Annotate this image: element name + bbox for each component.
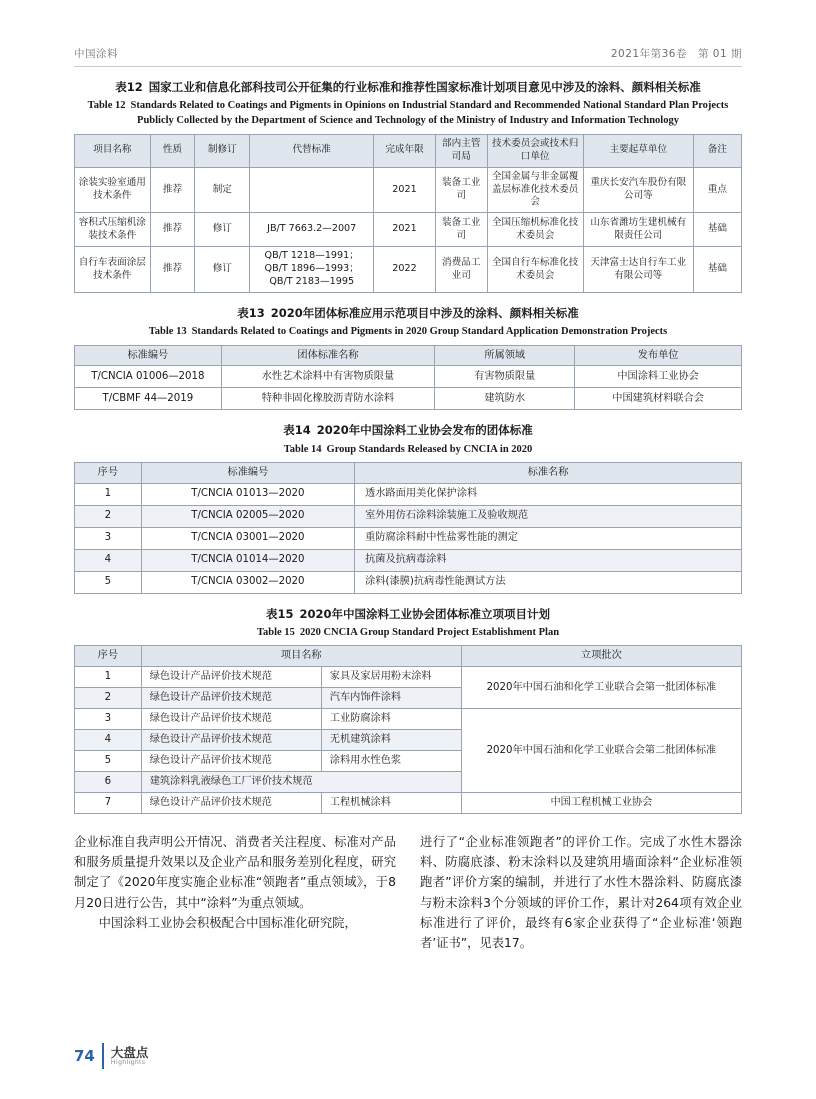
table-row — [75, 247, 742, 293]
table-header-row — [75, 646, 742, 667]
cell: 绿色设计产品评价技术规范 — [141, 666, 321, 687]
cell: T/CNCIA 01013—2020 — [141, 483, 354, 505]
table-row — [75, 366, 742, 388]
table12-caption-en-title: Standards Related to Coatings and Pigments in Opinions on Industrial Standard and Recommended National Standard Plan Projects Publicly Collected by the Department of Science and Technology of the Ministry of Industry and Information Technology — [130, 100, 729, 127]
table-row — [75, 527, 742, 549]
table12-col-2: 制修订 — [195, 134, 250, 167]
table13-caption-cn-title: 2020年团体标准应用示范项目中涉及的涂料、颜料相关标准 — [270, 306, 579, 321]
cell: 涂料用水性色浆 — [321, 750, 461, 771]
cell: T/CNCIA 02005—2020 — [141, 505, 354, 527]
cell: 汽车内饰件涂料 — [321, 687, 461, 708]
table15-caption-cn-label: 表15 — [265, 606, 294, 621]
cell: 特种非固化橡胶沥青防水涂料 — [221, 388, 434, 410]
cell: 绿色设计产品评价技术规范 — [141, 708, 321, 729]
table-row — [75, 505, 742, 527]
body-paragraph-1: 企业标准自我声明公开情况、消费者关注程度、标准对产品和服务质量提升效果以及企业产品和服务差别化程度，研究制定了《2020年度实施企业标准“领跑者”重点领域》，于8月20日进行公告，其中“涂料”为重点领域。 — [74, 834, 396, 910]
table13 — [74, 345, 742, 411]
table-row — [75, 483, 742, 505]
footer-divider — [102, 1043, 104, 1069]
cell: 抗菌及抗病毒涂料 — [355, 549, 742, 571]
footer-label-en: Highlights — [110, 1059, 146, 1067]
cell: 重点 — [693, 167, 741, 213]
cell: 中国建筑材料联合会 — [575, 388, 742, 410]
table15-caption-cn — [74, 606, 742, 623]
cell: 消费品工业司 — [435, 247, 487, 293]
body-column-right — [420, 832, 742, 954]
cell: 基础 — [693, 213, 741, 247]
table13-caption-cn-label: 表13 — [237, 306, 265, 321]
cell-batch-2: 2020年中国石油和化学工业联合会第二批团体标准 — [461, 708, 741, 792]
cell: 修订 — [195, 213, 250, 247]
cell: 有害物质限量 — [435, 366, 575, 388]
cell: 4 — [75, 729, 142, 750]
table15-caption-en-title: 2020 CNCIA Group Standard Project Establishment Plan — [299, 626, 560, 638]
page-footer — [74, 1043, 148, 1069]
cell: 建筑防水 — [435, 388, 575, 410]
table13-col-1: 团体标准名称 — [221, 345, 434, 366]
cell: 工业防腐涂料 — [321, 708, 461, 729]
cell: 推荐 — [150, 167, 195, 213]
cell: 重庆长安汽车股份有限公司等 — [583, 167, 693, 213]
table-row — [75, 549, 742, 571]
cell: 推荐 — [150, 213, 195, 247]
table13-col-2: 所属领域 — [435, 345, 575, 366]
table13-col-3: 发布单位 — [575, 345, 742, 366]
table-row — [75, 666, 742, 687]
cell: T/CNCIA 03002—2020 — [141, 571, 354, 593]
cell: 室外用仿石涂料涂装施工及验收规范 — [355, 505, 742, 527]
cell: T/CNCIA 03001—2020 — [141, 527, 354, 549]
cell-batch-1: 2020年中国石油和化学工业联合会第一批团体标准 — [461, 666, 741, 708]
cell: T/CBMF 44—2019 — [75, 388, 222, 410]
footer-label-cn: 大盘点 — [110, 1044, 149, 1060]
table12-col-8: 备注 — [693, 134, 741, 167]
table-row — [75, 213, 742, 247]
table12 — [74, 134, 742, 294]
table12-col-5: 部内主管司局 — [435, 134, 487, 167]
cell: 透水路面用美化保护涂料 — [355, 483, 742, 505]
table12-caption-cn — [74, 79, 742, 96]
table15-col-2: 立项批次 — [461, 646, 741, 667]
table12-head — [75, 134, 742, 167]
table-row — [75, 167, 742, 213]
cell: 3 — [75, 708, 142, 729]
cell: 2021 — [374, 213, 436, 247]
cell-batch-3: 中国工程机械工业协会 — [461, 792, 741, 813]
footer-section-label — [111, 1046, 149, 1067]
cell: 2 — [75, 505, 142, 527]
cell: 全国自行车标准化技术委员会 — [487, 247, 583, 293]
cell: 装备工业司 — [435, 167, 487, 213]
cell: 2022 — [374, 247, 436, 293]
cell: 绿色设计产品评价技术规范 — [141, 792, 321, 813]
table15-caption-en-label: Table 15 — [256, 626, 295, 638]
cell: 绿色设计产品评价技术规范 — [141, 687, 321, 708]
cell: 工程机械涂料 — [321, 792, 461, 813]
body-paragraph-2: 中国涂料工业协会积极配合中国标准化研究院， — [98, 916, 357, 931]
cell: 全国金属与非金属覆盖层标准化技术委员会 — [487, 167, 583, 213]
cell — [250, 167, 374, 213]
cell: 2021 — [374, 167, 436, 213]
table-header-row — [75, 345, 742, 366]
cell: 5 — [75, 750, 142, 771]
table14 — [74, 462, 742, 594]
cell: 全国压缩机标准化技术委员会 — [487, 213, 583, 247]
table14-col-0: 序号 — [75, 462, 142, 483]
cell: 6 — [75, 771, 142, 792]
running-head-left: 中国涂料 — [74, 48, 118, 60]
table14-caption-cn-label: 表14 — [283, 423, 311, 438]
table14-caption-en — [82, 442, 734, 457]
table12-caption-cn-label: 表12 — [115, 80, 143, 94]
table15 — [74, 645, 742, 814]
cell: T/CNCIA 01014—2020 — [141, 549, 354, 571]
table15-col-0: 序号 — [75, 646, 142, 667]
table12-caption-en — [82, 98, 734, 128]
table13-caption-en-title: Standards Related to Coatings and Pigments in 2020 Group Standard Application Demonstration Projects — [191, 326, 668, 338]
cell: 天津富士达自行车工业有限公司等 — [583, 247, 693, 293]
table13-col-0: 标准编号 — [75, 345, 222, 366]
cell: QB/T 1218—1991；QB/T 1896—1993；QB/T 2183—1995 — [250, 247, 374, 293]
cell: T/CNCIA 01006—2018 — [75, 366, 222, 388]
cell: 4 — [75, 549, 142, 571]
cell: 无机建筑涂料 — [321, 729, 461, 750]
body-columns — [74, 832, 742, 954]
table14-caption-en-title: Group Standards Released by CNCIA in 2020 — [326, 443, 533, 455]
table12-col-0: 项目名称 — [75, 134, 151, 167]
cell: 绿色设计产品评价技术规范 — [141, 750, 321, 771]
table14-col-1: 标准编号 — [141, 462, 354, 483]
cell: 基础 — [693, 247, 741, 293]
table-header-row — [75, 134, 742, 167]
cell: 涂装实验室通用技术条件 — [75, 167, 151, 213]
cell: 家具及家居用粉末涂料 — [321, 666, 461, 687]
table-header-row — [75, 462, 742, 483]
table15-caption-cn-title: 2020年中国涂料工业协会团体标准立项项目计划 — [299, 606, 551, 621]
running-head — [74, 46, 742, 67]
table12-caption-cn-title: 国家工业和信息化部科技司公开征集的行业标准和推荐性国家标准计划项目意见中涉及的涂料、颜料相关标准 — [148, 80, 701, 94]
table12-col-4: 完成年限 — [374, 134, 436, 167]
table13-caption-en — [82, 324, 734, 339]
cell: 建筑涂料乳液绿色工厂评价技术规范 — [141, 771, 461, 792]
table14-caption-cn-title: 2020年中国涂料工业协会发布的团体标准 — [316, 423, 533, 438]
table13-body — [75, 366, 742, 410]
table14-head — [75, 462, 742, 483]
table12-caption-en-label: Table 12 — [87, 100, 126, 112]
running-head-right: 2021年第36卷 第 01 期 — [610, 48, 742, 60]
cell: 5 — [75, 571, 142, 593]
table14-col-2: 标准名称 — [355, 462, 742, 483]
table-row — [75, 708, 742, 729]
table-row — [75, 571, 742, 593]
table12-body — [75, 167, 742, 293]
cell: 涂料(漆膜)抗病毒性能测试方法 — [355, 571, 742, 593]
cell: JB/T 7663.2—2007 — [250, 213, 374, 247]
cell: 2 — [75, 687, 142, 708]
table12-col-7: 主要起草单位 — [583, 134, 693, 167]
table12-col-3: 代替标准 — [250, 134, 374, 167]
body-paragraph-3: 进行了“企业标准领跑者”的评价工作。完成了水性木器涂料、防腐底漆、粉末涂料以及建筑用墙面涂料“企业标准领跑者”评价方案的编制，并进行了水性木器涂料、防腐底漆与粉末涂料3个分领域的评价工作，累计对264项有效企业标准进行了评价，最终有6家企业获得了“企业标准‘领跑者’证书”，见表17。 — [420, 834, 742, 951]
table14-body — [75, 483, 742, 593]
table15-body — [75, 666, 742, 813]
cell: 7 — [75, 792, 142, 813]
cell: 制定 — [195, 167, 250, 213]
cell: 容积式压缩机涂装技术条件 — [75, 213, 151, 247]
cell: 推荐 — [150, 247, 195, 293]
table13-caption-en-label: Table 13 — [148, 326, 187, 338]
page-number: 74 — [74, 1047, 95, 1065]
cell: 山东省潍坊生建机械有限责任公司 — [583, 213, 693, 247]
cell: 自行车表面涂层技术条件 — [75, 247, 151, 293]
table15-caption-en — [82, 625, 734, 640]
cell: 水性艺术涂料中有害物质限量 — [221, 366, 434, 388]
table15-col-1: 项目名称 — [141, 646, 461, 667]
cell: 绿色设计产品评价技术规范 — [141, 729, 321, 750]
table13-caption-cn — [74, 305, 742, 322]
table14-caption-en-label: Table 14 — [283, 443, 322, 455]
cell: 3 — [75, 527, 142, 549]
table13-head — [75, 345, 742, 366]
cell: 中国涂料工业协会 — [575, 366, 742, 388]
table15-head — [75, 646, 742, 667]
cell: 1 — [75, 666, 142, 687]
cell: 修订 — [195, 247, 250, 293]
cell: 1 — [75, 483, 142, 505]
table14-caption-cn — [74, 422, 742, 439]
body-column-left — [74, 832, 396, 954]
table-row — [75, 792, 742, 813]
table12-col-6: 技术委员会或技术归口单位 — [487, 134, 583, 167]
cell: 重防腐涂料耐中性盐雾性能的测定 — [355, 527, 742, 549]
cell: 装备工业司 — [435, 213, 487, 247]
table12-col-1: 性质 — [150, 134, 195, 167]
table-row — [75, 388, 742, 410]
